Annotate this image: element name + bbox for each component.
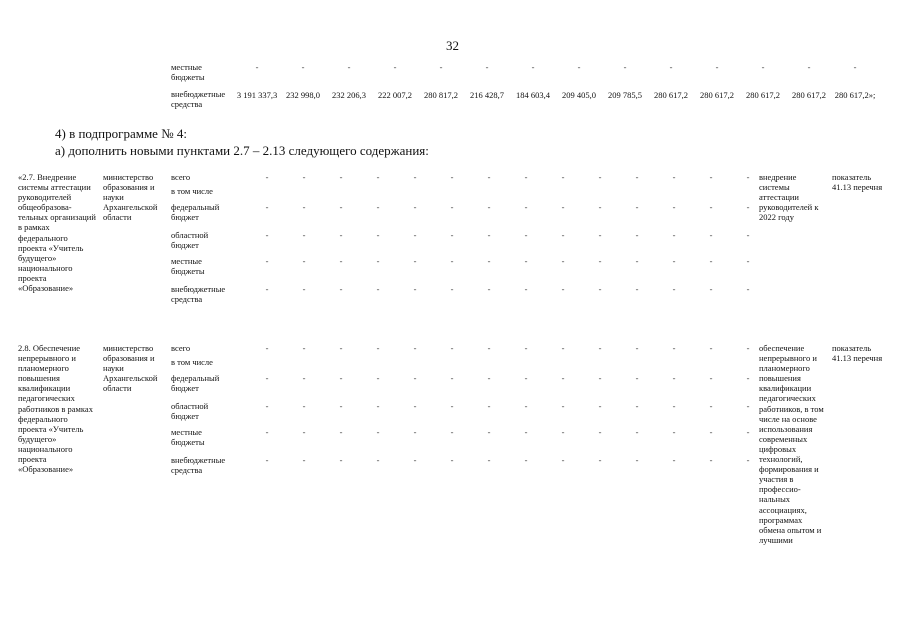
dash-cell: - <box>524 455 528 465</box>
dash-cell: - <box>709 343 713 353</box>
value-cell: 232 998,0 <box>286 90 320 100</box>
dash-cell: - <box>487 230 491 240</box>
value-cell: 184 603,4 <box>516 90 550 100</box>
dash-cell: - <box>487 284 491 294</box>
dash-cell: - <box>413 230 417 240</box>
entry-title: «2.7. Внедрение системы аттестации руководителей общеобразова-тельных организаций в рамках федерального проекта «Учитель будущего» национального проекта «Образование» <box>18 172 96 294</box>
dash-cell: - <box>487 401 491 411</box>
dash-cell: - <box>598 343 602 353</box>
dash-cell: - <box>709 373 713 383</box>
dash-cell: - <box>715 62 719 72</box>
dash-cell: - <box>672 172 676 182</box>
dash-cell: - <box>339 230 343 240</box>
dash-cell: - <box>265 343 269 353</box>
dash-cell: - <box>487 427 491 437</box>
dash-cell: - <box>393 62 397 72</box>
dash-cell: - <box>746 427 750 437</box>
dash-cell: - <box>265 202 269 212</box>
value-cell: 232 206,3 <box>332 90 366 100</box>
dash-cell: - <box>635 172 639 182</box>
dash-cell: - <box>853 62 857 72</box>
dash-cell: - <box>450 256 454 266</box>
dash-cell: - <box>376 256 380 266</box>
funding-label: федеральный бюджет <box>171 373 220 393</box>
value-cell: 280 617,2»; <box>834 90 876 100</box>
dash-cell: - <box>376 401 380 411</box>
dash-cell: - <box>598 427 602 437</box>
dash-cell: - <box>709 401 713 411</box>
dash-cell: - <box>598 202 602 212</box>
dash-cell: - <box>413 256 417 266</box>
funding-label: федеральный бюджет <box>171 202 220 222</box>
dash-cell: - <box>635 256 639 266</box>
dash-cell: - <box>635 427 639 437</box>
dash-cell: - <box>301 62 305 72</box>
dash-cell: - <box>339 343 343 353</box>
dash-cell: - <box>672 256 676 266</box>
dash-cell: - <box>561 401 565 411</box>
dash-cell: - <box>561 455 565 465</box>
dash-cell: - <box>487 455 491 465</box>
dash-cell: - <box>339 427 343 437</box>
entry-executor: министерство образования и науки Архангельской области <box>103 172 158 223</box>
dash-cell: - <box>376 284 380 294</box>
dash-cell: - <box>339 455 343 465</box>
dash-cell: - <box>524 284 528 294</box>
funding-label: местные бюджеты <box>171 256 205 276</box>
dash-cell: - <box>302 427 306 437</box>
dash-cell: - <box>635 230 639 240</box>
value-cell: 209 785,5 <box>608 90 642 100</box>
dash-cell: - <box>302 230 306 240</box>
entry-executor: министерство образования и науки Архангельской области <box>103 343 158 394</box>
dash-cell: - <box>302 401 306 411</box>
dash-cell: - <box>255 62 259 72</box>
dash-cell: - <box>561 284 565 294</box>
dash-cell: - <box>450 455 454 465</box>
dash-cell: - <box>531 62 535 72</box>
dash-cell: - <box>672 284 676 294</box>
dash-cell: - <box>598 373 602 383</box>
dash-cell: - <box>635 373 639 383</box>
page-number: 32 <box>446 38 459 53</box>
dash-cell: - <box>450 202 454 212</box>
dash-cell: - <box>672 202 676 212</box>
dash-cell: - <box>524 172 528 182</box>
dash-cell: - <box>524 373 528 383</box>
dash-cell: - <box>450 401 454 411</box>
dash-cell: - <box>450 284 454 294</box>
dash-cell: - <box>439 62 443 72</box>
dash-cell: - <box>413 455 417 465</box>
value-cell: 280 617,2 <box>654 90 688 100</box>
funding-label: всего <box>171 343 191 353</box>
dash-cell: - <box>807 62 811 72</box>
dash-cell: - <box>339 202 343 212</box>
dash-cell: - <box>669 62 673 72</box>
dash-cell: - <box>623 62 627 72</box>
dash-cell: - <box>339 284 343 294</box>
dash-cell: - <box>635 284 639 294</box>
dash-cell: - <box>635 455 639 465</box>
dash-cell: - <box>561 256 565 266</box>
dash-cell: - <box>598 455 602 465</box>
dash-cell: - <box>746 373 750 383</box>
dash-cell: - <box>524 343 528 353</box>
dash-cell: - <box>413 401 417 411</box>
funding-label: внебюджетные средства <box>171 284 226 304</box>
funding-label: в том числе <box>171 357 213 367</box>
dash-cell: - <box>635 343 639 353</box>
dash-cell: - <box>561 172 565 182</box>
dash-cell: - <box>487 343 491 353</box>
dash-cell: - <box>524 256 528 266</box>
dash-cell: - <box>561 343 565 353</box>
dash-cell: - <box>376 455 380 465</box>
dash-cell: - <box>709 455 713 465</box>
dash-cell: - <box>672 373 676 383</box>
dash-cell: - <box>265 455 269 465</box>
dash-cell: - <box>450 427 454 437</box>
entry-title: 2.8. Обеспечение непрерывного и планомерного повышения квалификации педагогических работников в рамках федерального проекта «Учитель будущего» национального проекта «Образование» <box>18 343 93 475</box>
dash-cell: - <box>524 202 528 212</box>
dash-cell: - <box>746 230 750 240</box>
dash-cell: - <box>487 373 491 383</box>
dash-cell: - <box>347 62 351 72</box>
dash-cell: - <box>265 401 269 411</box>
dash-cell: - <box>746 172 750 182</box>
value-cell: 280 617,2 <box>792 90 826 100</box>
dash-cell: - <box>672 427 676 437</box>
dash-cell: - <box>709 427 713 437</box>
dash-cell: - <box>413 427 417 437</box>
dash-cell: - <box>302 373 306 383</box>
entry-result: обеспечение непрерывного и планомерного повышения квалификации педагогических работников, в том числе на основе использования современных цифровых технологий, формирования и участия в профессио-нальных ассоциациях, программах обмена опытом и лучшими <box>759 343 824 545</box>
dash-cell: - <box>709 256 713 266</box>
dash-cell: - <box>413 373 417 383</box>
dash-cell: - <box>598 284 602 294</box>
dash-cell: - <box>265 172 269 182</box>
funding-label: в том числе <box>171 186 213 196</box>
dash-cell: - <box>339 172 343 182</box>
dash-cell: - <box>561 230 565 240</box>
dash-cell: - <box>577 62 581 72</box>
dash-cell: - <box>709 230 713 240</box>
dash-cell: - <box>339 401 343 411</box>
dash-cell: - <box>265 427 269 437</box>
value-cell: 209 405,0 <box>562 90 596 100</box>
dash-cell: - <box>302 172 306 182</box>
dash-cell: - <box>450 172 454 182</box>
value-cell: 3 191 337,3 <box>236 90 278 100</box>
dash-cell: - <box>672 343 676 353</box>
dash-cell: - <box>376 343 380 353</box>
dash-cell: - <box>598 256 602 266</box>
dash-cell: - <box>746 343 750 353</box>
value-cell: 222 007,2 <box>378 90 412 100</box>
entry-result: внедрение системы аттестации руководителей к 2022 году <box>759 172 819 223</box>
dash-cell: - <box>524 230 528 240</box>
dash-cell: - <box>524 427 528 437</box>
dash-cell: - <box>761 62 765 72</box>
row-local-label: местные бюджеты <box>171 62 205 82</box>
funding-label: внебюджетные средства <box>171 455 226 475</box>
dash-cell: - <box>302 284 306 294</box>
dash-cell: - <box>302 455 306 465</box>
dash-cell: - <box>598 172 602 182</box>
entry-indicator: показатель 41.13 перечня <box>832 343 883 364</box>
dash-cell: - <box>598 401 602 411</box>
value-cell: 280 617,2 <box>700 90 734 100</box>
dash-cell: - <box>265 256 269 266</box>
dash-cell: - <box>709 284 713 294</box>
dash-cell: - <box>339 373 343 383</box>
dash-cell: - <box>413 343 417 353</box>
dash-cell: - <box>635 202 639 212</box>
dash-cell: - <box>450 343 454 353</box>
dash-cell: - <box>746 202 750 212</box>
dash-cell: - <box>598 230 602 240</box>
dash-cell: - <box>413 172 417 182</box>
dash-cell: - <box>561 373 565 383</box>
dash-cell: - <box>376 202 380 212</box>
dash-cell: - <box>709 172 713 182</box>
dash-cell: - <box>265 284 269 294</box>
dash-cell: - <box>746 455 750 465</box>
funding-label: областной бюджет <box>171 401 209 421</box>
dash-cell: - <box>561 202 565 212</box>
dash-cell: - <box>339 256 343 266</box>
dash-cell: - <box>376 427 380 437</box>
dash-cell: - <box>302 202 306 212</box>
value-cell: 280 817,2 <box>424 90 458 100</box>
value-cell: 280 617,2 <box>746 90 780 100</box>
dash-cell: - <box>487 202 491 212</box>
dash-cell: - <box>561 427 565 437</box>
dash-cell: - <box>746 256 750 266</box>
dash-cell: - <box>746 401 750 411</box>
dash-cell: - <box>450 373 454 383</box>
funding-label: местные бюджеты <box>171 427 205 447</box>
item-4a: а) дополнить новыми пунктами 2.7 – 2.13 следующего содержания: <box>55 143 429 158</box>
dash-cell: - <box>485 62 489 72</box>
dash-cell: - <box>265 230 269 240</box>
dash-cell: - <box>376 230 380 240</box>
dash-cell: - <box>413 202 417 212</box>
dash-cell: - <box>265 373 269 383</box>
dash-cell: - <box>413 284 417 294</box>
dash-cell: - <box>302 343 306 353</box>
item-4: 4) в подпрограмме № 4: <box>55 126 187 141</box>
dash-cell: - <box>672 401 676 411</box>
dash-cell: - <box>635 401 639 411</box>
dash-cell: - <box>672 230 676 240</box>
funding-label: областной бюджет <box>171 230 209 250</box>
dash-cell: - <box>376 172 380 182</box>
value-cell: 216 428,7 <box>470 90 504 100</box>
dash-cell: - <box>487 256 491 266</box>
entry-indicator: показатель 41.13 перечня <box>832 172 883 193</box>
dash-cell: - <box>672 455 676 465</box>
dash-cell: - <box>302 256 306 266</box>
dash-cell: - <box>746 284 750 294</box>
funding-label: всего <box>171 172 191 182</box>
dash-cell: - <box>524 401 528 411</box>
dash-cell: - <box>450 230 454 240</box>
dash-cell: - <box>487 172 491 182</box>
dash-cell: - <box>709 202 713 212</box>
dash-cell: - <box>376 373 380 383</box>
row-extra-label: внебюджетные средства <box>171 89 226 109</box>
